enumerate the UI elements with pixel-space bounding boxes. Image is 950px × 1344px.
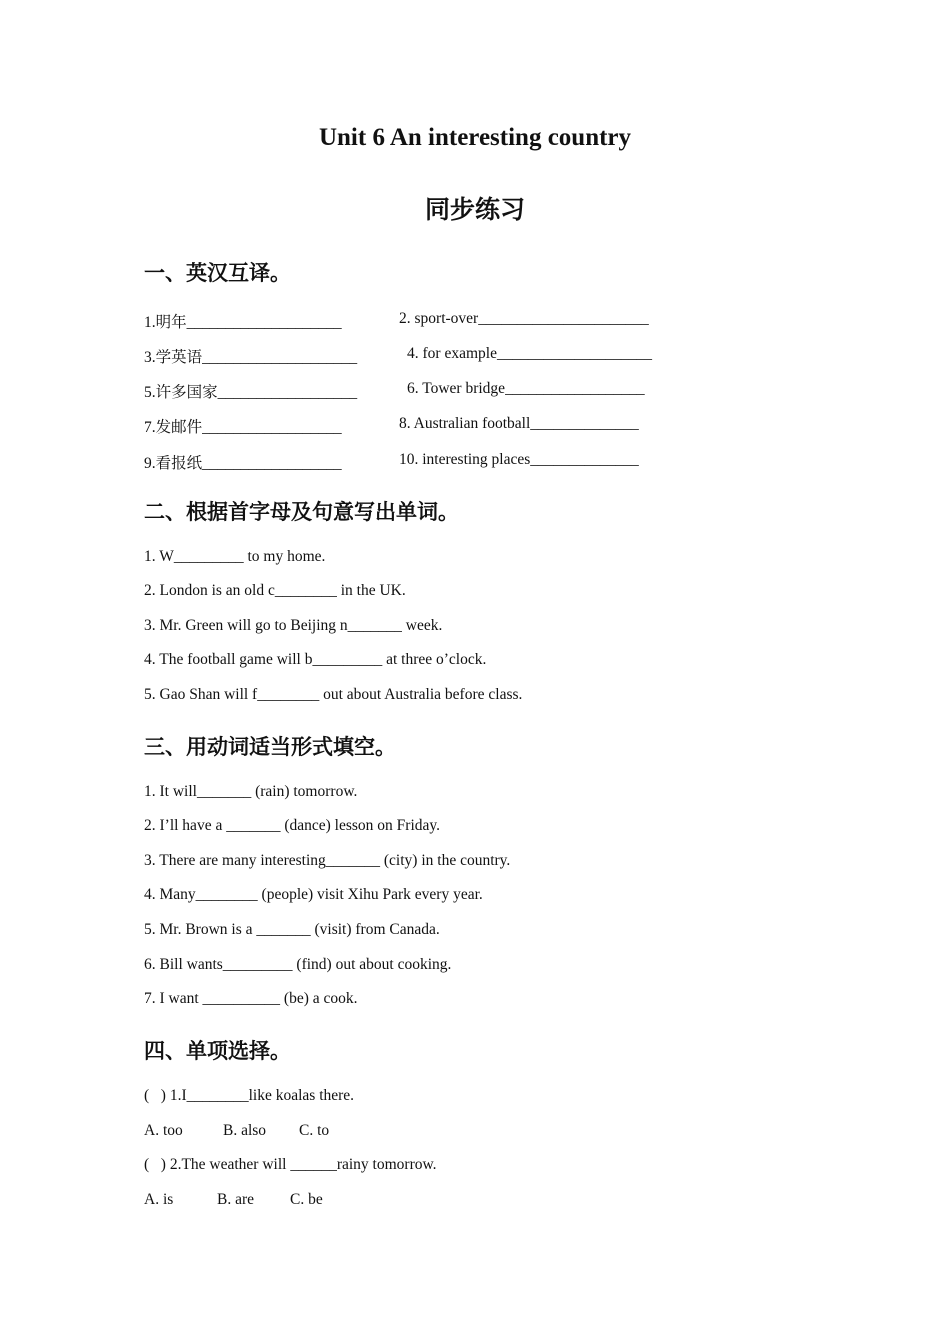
page-title: Unit 6 An interesting country <box>318 124 632 151</box>
page-subtitle: 同步练习 <box>424 197 525 224</box>
section3-item-4: 4. Many________ (people) visit Xihu Park every year. <box>144 886 483 903</box>
question-2-option-c: C. be <box>290 1191 323 1208</box>
question-1-option-c: C. to <box>299 1122 330 1139</box>
section1-heading: 一、英汉互译。 <box>144 261 291 285</box>
translation-item-6: 6. Tower bridge__________________ <box>407 380 645 397</box>
question-2-option-a: A. is <box>144 1191 174 1208</box>
question-1-stem: ( ) 1.I________like koalas there. <box>144 1087 355 1104</box>
section2-item-3: 3. Mr. Green will go to Beijing n_______ week. <box>144 617 443 634</box>
section3-item-3: 3. There are many interesting_______ (city) in the country. <box>144 852 511 869</box>
question-2-option-b: B. are <box>217 1191 255 1208</box>
translation-item-7: 7.发邮件__________________ <box>144 419 342 436</box>
question-1-option-b: B. also <box>223 1122 267 1139</box>
question-1-option-a: A. too <box>144 1122 183 1139</box>
translation-item-9: 9.看报纸__________________ <box>144 455 342 472</box>
section3-item-2: 2. I’ll have a _______ (dance) lesson on Friday. <box>144 817 440 834</box>
section2-item-4: 4. The football game will b_________ at three o’clock. <box>144 651 487 668</box>
section2-item-2: 2. London is an old c________ in the UK. <box>144 582 406 599</box>
translation-item-1: 1.明年____________________ <box>144 314 342 331</box>
translation-item-2: 2. sport-over______________________ <box>399 310 649 327</box>
question-2-stem: ( ) 2.The weather will ______rainy tomorrow. <box>144 1156 437 1173</box>
translation-item-10: 10. interesting places______________ <box>399 451 639 468</box>
translation-item-5: 5.许多国家__________________ <box>144 384 358 401</box>
section2-item-1: 1. W_________ to my home. <box>144 548 326 565</box>
section3-heading: 三、用动词适当形式填空。 <box>144 735 396 759</box>
section2-heading: 二、根据首字母及句意写出单词。 <box>144 500 459 524</box>
section3-item-1: 1. It will_______ (rain) tomorrow. <box>144 783 358 800</box>
translation-item-3: 3.学英语____________________ <box>144 349 358 366</box>
translation-item-8: 8. Australian football______________ <box>399 415 639 432</box>
section3-item-5: 5. Mr. Brown is a _______ (visit) from Canada. <box>144 921 440 938</box>
section3-item-6: 6. Bill wants_________ (find) out about cooking. <box>144 956 452 973</box>
section3-item-7: 7. I want __________ (be) a cook. <box>144 990 358 1007</box>
section4-heading: 四、单项选择。 <box>144 1039 291 1063</box>
section2-item-5: 5. Gao Shan will f________ out about Australia before class. <box>144 686 523 703</box>
translation-item-4: 4. for example____________________ <box>407 345 652 362</box>
